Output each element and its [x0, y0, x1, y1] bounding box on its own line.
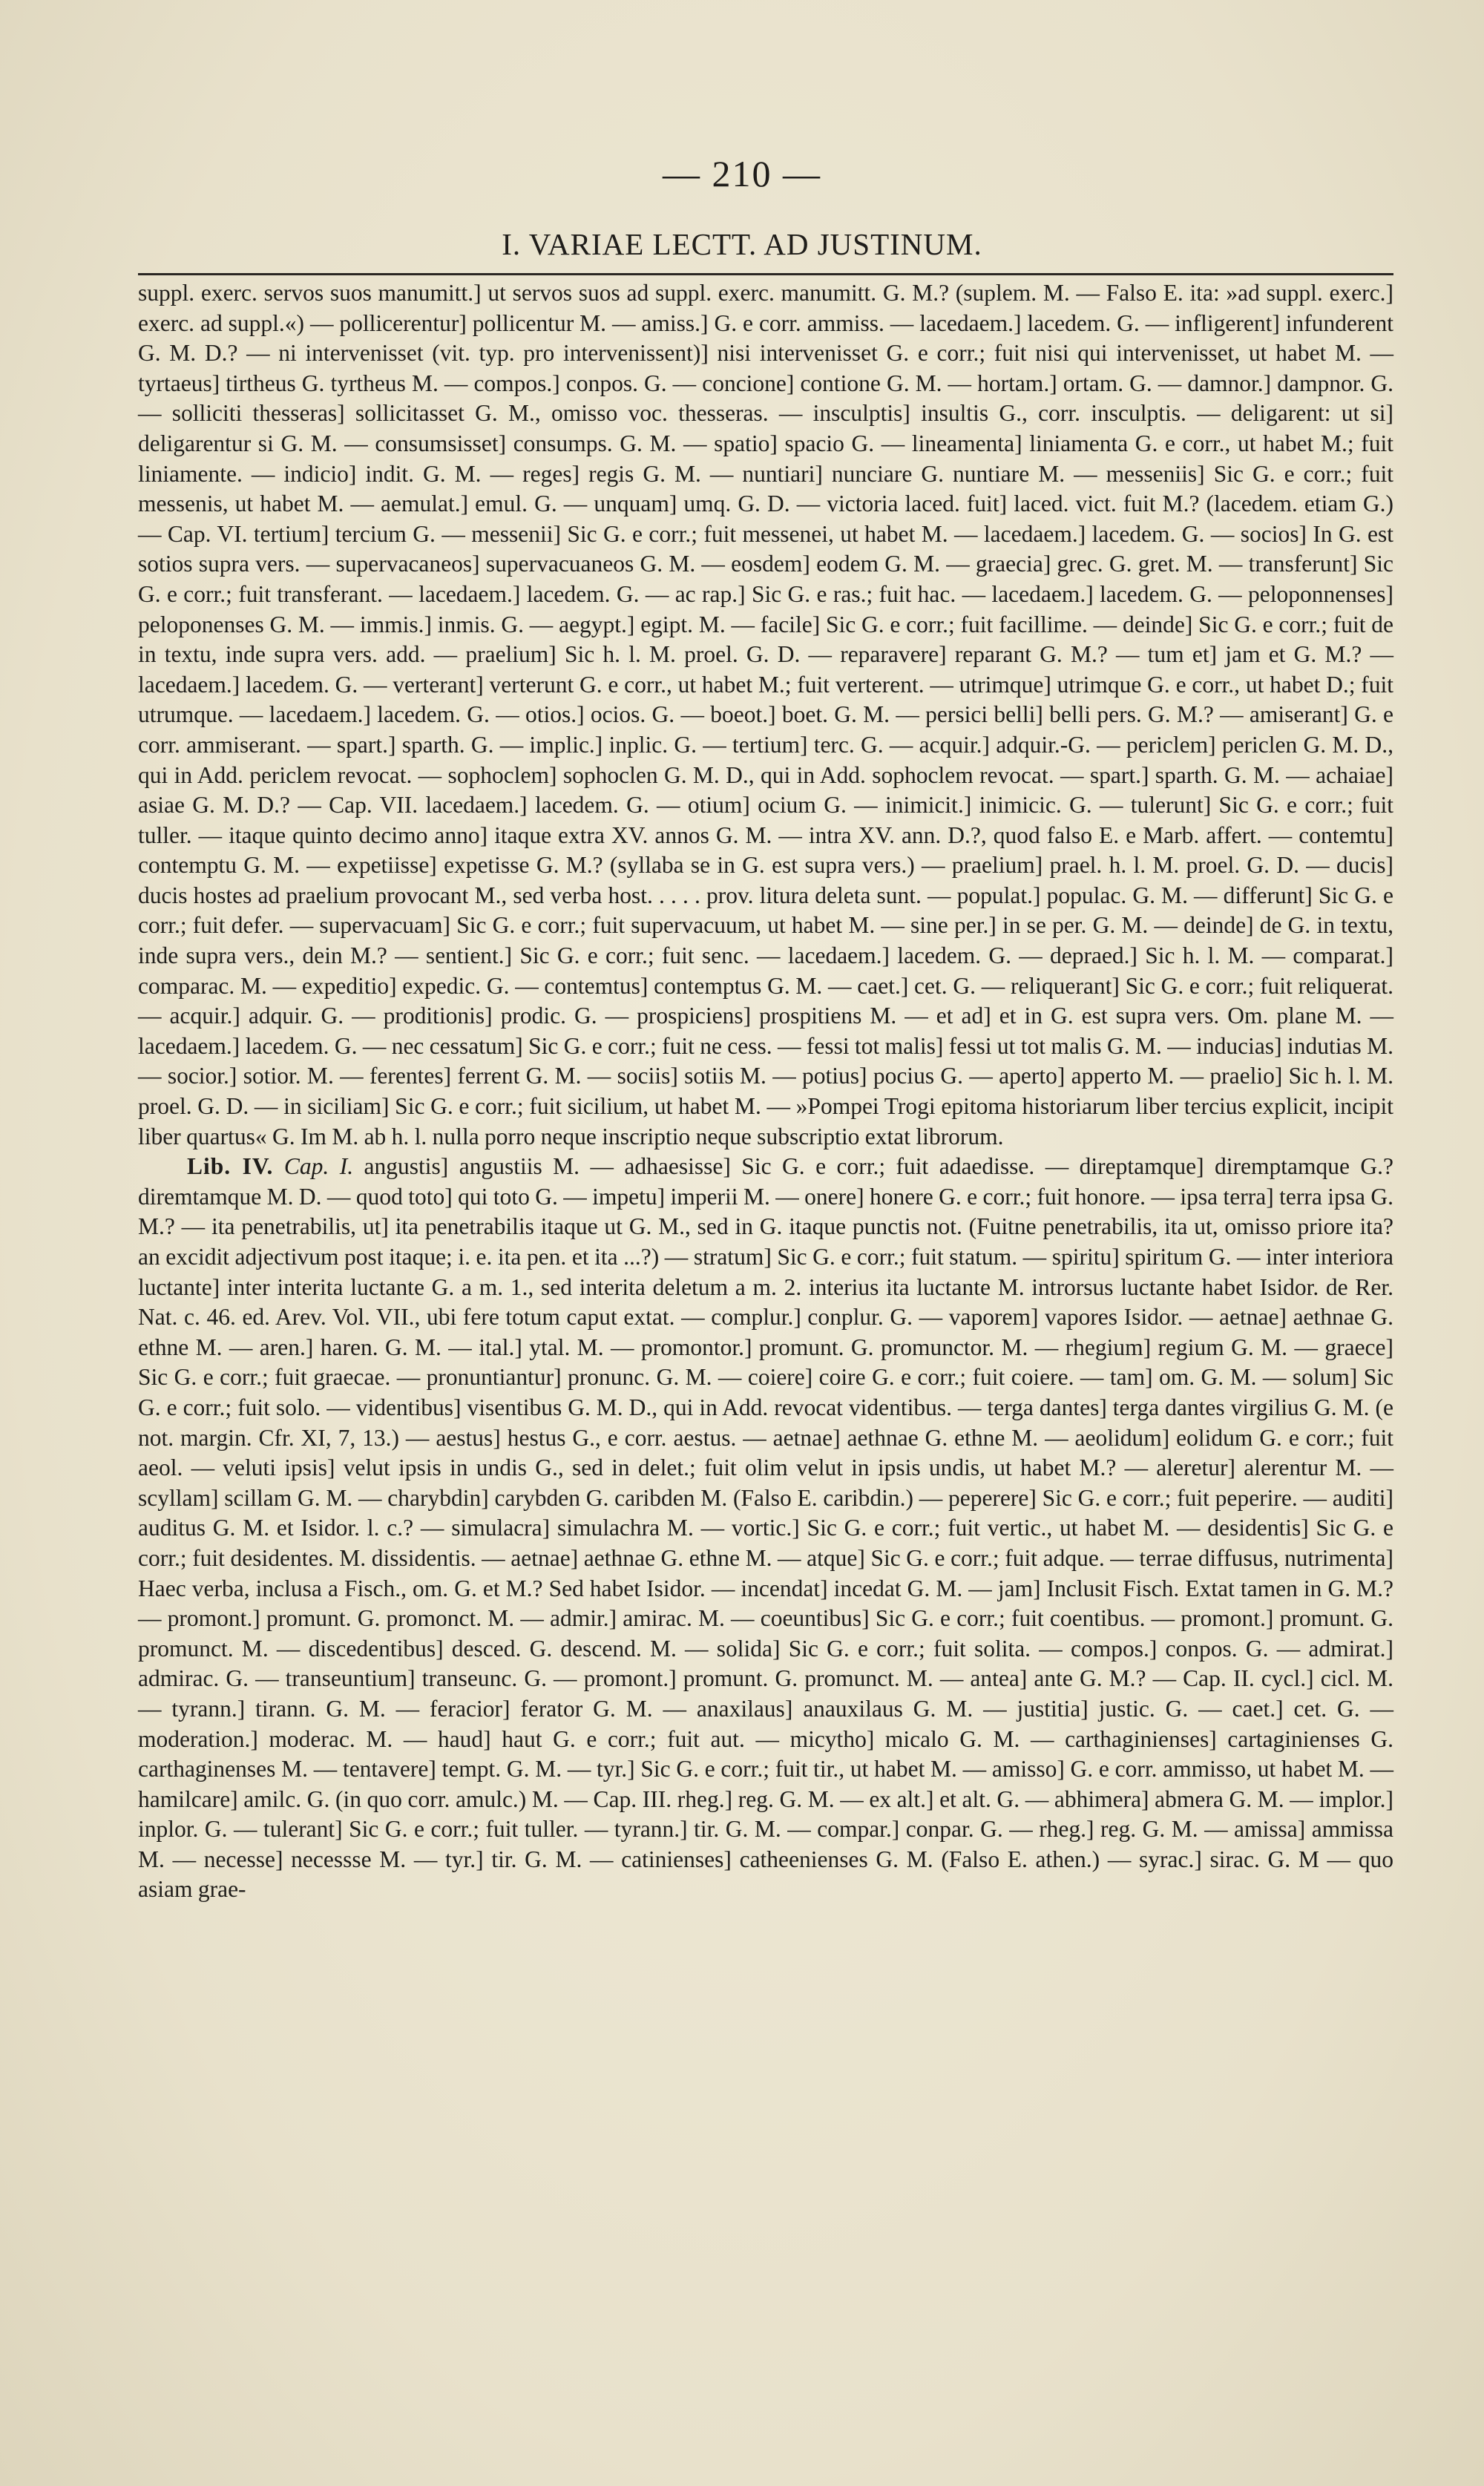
chapter-label: Cap. I.: [283, 1153, 354, 1180]
critical-apparatus: [138, 278, 1393, 1905]
header-rule: [138, 273, 1393, 275]
apparatus-text: angustis] angustiis M. — adhaesisse] Sic G. e corr.; fuit adaedisse. — direptamque] diremptamque G.? diremtamque M. D. — quod toto] qui toto G. — impetu] imperii M. — onere] honere G. e corr.; fuit honore. — ipsa terra] terra ipsa G. M.? — ita penetrabilis, ut] ita penetrabilis itaque ut G. M., sed in G. itaque punctis not. (Fuitne penetrabilis, ita ut, omisso priore ita? an excidit adjectivum post itaque; i. e. ita pen. et ita ...?) — stratum] Sic G. e corr.; fuit statum. — spiritu] spiritum G. — inter interiora luctante] inter interita luctante G. a m. 1., sed interita deletum a m. 2. interius ita luctante M. introrsus luctante habet Isidor. de Rer. Nat. c. 46. ed. Arev. Vol. VII., ubi fere totum caput extat. — complur.] conplur. G. — vaporem] vapores Isidor. — aetnae] aethnae G. ethne M. — aren.] haren. G. M. — ital.] ytal. M. — promontor.] promunt. G. promunctor. M. — rhegium] regium G. M. — graece] Sic G. e corr.; fuit graecae. — pronuntiantur] pronunc. G. M. — coiere] coire G. e corr.; fuit coiere. — tam] om. G. M. — solum] Sic G. e corr.; fuit solo. — videntibus] visentibus G. M. D., qui in Add. revocat videntibus. — terga dantes] terga dantes virgilius G. M. (e not. margin. Cfr. XI, 7, 13.) — aestus] hestus G., e corr. aestus. — aetnae] aethnae G. ethne M. — aeolidum] eolidum G. e corr.; fuit aeol. — veluti ipsis] velut ipsis in undis G., sed in delet.; fuit olim velut in ipsis undis, ut habet M.? — aleretur] alerentur M. — scyllam] scillam G. M. — charybdin] carybden G. caribden M. (Falso E. caribdin.) — peperere] Sic G. e corr.; fuit peperire. — auditi] auditus G. M. et Isidor. l. c.? — simulacra] simulachra M. — vortic.] Sic G. e corr.; fuit vertic., ut habet M. — desidentis] Sic G. e corr.; fuit desidentes. M. dissidentis. — aetnae] aethnae G. ethne M. — atque] Sic G. e corr.; fuit adque. — terrae diffusus, nutrimenta] Haec verba, inclusa a Fisch., om. G. et M.? Sed habet Isidor. — incendat] incedat G. M. — jam] Inclusit Fisch. Extat tamen in G. M.? — promont.] promunt. G. promonct. M. — admir.] amirac. M. — coeuntibus] Sic G. e corr.; fuit coentibus. — promont.] promunt. G. promunct. M. — discedentibus] desced. G. descend. M. — solida] Sic G. e corr.; fuit solita. — compos.] conpos. G. — admirat.] admirac. G. — transeuntium] transeunc. G. — promont.] promunt. G. promunct. M. — antea] ante G. M.? — Cap. II. cycl.] cicl. M. — tyrann.] tirann. G. M. — feracior] ferator G. M. — anaxilaus] anauxilaus G. M. — justitia] justic. G. — caet.] cet. G. — moderation.] moderac. M. — haud] haut G. e corr.; fuit aut. — micytho] micalo G. M. — carthaginienses] cartaginienses G. carthaginenses M. — tentavere] tempt. G. M. — tyr.] Sic G. e corr.; fuit tir., ut habet M. — amisso] G. e corr. ammisso, ut habet M. — hamilcare] amilc. G. (in quo corr. amulc.) M. — Cap. III. rheg.] reg. G. M. — ex alt.] et alt. G. — abhimera] abmera G. M. — implor.] inplor. G. — tulerant] Sic G. e corr.; fuit tuller. — tyrann.] tir. G. M. — compar.] conpar. G. — rheg.] reg. G. M. — amissa] ammissa M. — necesse] necessse M. — tyr.] tir. G. M. — catinienses] catheenienses G. M. (Falso E. athen.) — syrac.] sirac. G. M — quo asiam grae-: [138, 1153, 1394, 1903]
apparatus-paragraph-book-3: suppl. exerc. servos suos manumitt.] ut servos suos ad suppl. exerc. manumitt. G. M.? (suplem. M. — Falso E. ita: »ad suppl. exerc.] exerc. ad suppl.«) — pollicerentur] pollicentur M. — amiss.] G. e corr. ammiss. — lacedaem.] lacedem. G. — infligerent] infunderent G. M. D.? — ni intervenisset (vit. typ. pro intervenissent)] nisi intervenisset G. e corr.; fuit nisi qui intervenisset, ut habet M. — tyrtaeus] tirtheus G. tyrtheus M. — compos.] conpos. G. — concione] contione G. M. — hortam.] ortam. G. — damnor.] dampnor. G. — solliciti thesseras] sollicitasset G. M., omisso voc. thesseras. — insculptis] insultis G., corr. insculptis. — deligarent: ut si] deligarentur si G. M. — consumsisset] consumps. G. M. — spatio] spacio G. — lineamenta] liniamenta G. e corr., ut habet M.; fuit liniamente. — indicio] indit. G. M. — reges] regis G. M. — nuntiari] nunciare G. nuntiare M. — messeniis] Sic G. e corr.; fuit messenis, ut habet M. — aemulat.] emul. G. — unquam] umq. G. D. — victoria laced. fuit] laced. vict. fuit M.? (lacedem. etiam G.) — Cap. VI. tertium] tercium G. — messenii] Sic G. e corr.; fuit messenei, ut habet M. — lacedaem.] lacedem. G. — socios] In G. est sotios supra vers. — supervacaneos] supervacuanеos G. M. — eosdem] eodem G. M. — graecia] grec. G. gret. M. — transferunt] Sic G. e corr.; fuit transferant. — lacedaem.] lacedem. G. — ac rap.] Sic G. e ras.; fuit hac. — lacedaem.] lacedem. G. — peloponnenses] peloponenses G. M. — immis.] inmis. G. — aegypt.] egipt. M. — facile] Sic G. e corr.; fuit facillime. — deinde] Sic G. e corr.; fuit de in textu, inde supra vers. add. — praelium] Sic h. l. M. proel. G. D. — reparavere] reparant G. M.? — tum et] jam et G. M.? — lacedaem.] lacedem. G. — verterant] verterunt G. e corr., ut habet M.; fuit verterent. — utrimque] utrimque G. e corr., ut habet D.; fuit utrumque. — lacedaem.] lacedem. G. — otios.] ocios. G. — boeot.] boet. G. M. — persici belli] belli pers. G. M.? — amiserant] G. e corr. ammiserant. — spart.] sparth. G. — implic.] inplic. G. — tertium] terc. G. — acquir.] adquir.-G. — periclem] periclen G. M. D., qui in Add. periclem revocat. — sophoclem] sophoclen G. M. D., qui in Add. sophoclem revocat. — spart.] sparth. G. M. — achaiae] asiae G. M. D.? — Cap. VII. lacedaem.] lacedem. G. — otium] ocium G. — inimicit.] inimicic. G. — tulerunt] Sic G. e corr.; fuit tuller. — itaque quinto decimo anno] itaque extra XV. annos G. M. — intra XV. ann. D.?, quod falso E. e Marb. affert. — contemtu] contemptu G. M. — expetiisse] expetisse G. M.? (syllaba se in G. est supra vers.) — praelium] prael. h. l. M. proel. G. D. — ducis] ducis hostes ad praelium provocant M., sed verba host. . . . . prov. litura deleta sunt. — populat.] populac. G. M. — differunt] Sic G. e corr.; fuit defer. — supervacuam] Sic G. e corr.; fuit supervacuum, ut habet M. — sine per.] in se per. G. M. — deinde] de G. in textu, inde supra vers., dein M.? — sentient.] Sic G. e corr.; fuit senc. — lacedaem.] lacedem. G. — depraed.] Sic h. l. M. — comparat.] comparac. M. — expeditio] expedic. G. — contemtus] contemptus G. M. — caet.] cet. G. — reliquerant] Sic G. e corr.; fuit reliquerat. — acquir.] adquir. G. — proditionis] prodic. G. — prospiciens] prospitiens M. — et ad] et in G. est supra vers. Om. plane M. — lacedaem.] lacedem. G. — nec cessatum] Sic G. e corr.; fuit ne cess. — fessi tot malis] fessi ut tot malis G. M. — inducias] indutias M. — socior.] sotior. M. — ferentes] ferrent G. M. — sociis] sotiis M. — potius] pocius G. — aperto] apperto M. — praelio] Sic h. l. M. proel. G. D. — in siciliam] Sic G. e corr.; fuit sicilium, ut habet M. — »Pompei Trogi epitoma historiarum liber tercius explicit, incipit liber quartus« G. Im M. ab h. l. nulla porro neque inscriptio neque subscriptio extat librorum.: [138, 280, 1393, 1149]
apparatus-paragraph-book-4: [138, 1152, 1393, 1905]
book-label: Lib. IV.: [187, 1153, 274, 1180]
running-head: I. VARIAE LECTT. AD JUSTINUM.: [502, 227, 982, 261]
page-number: — 210 —: [663, 153, 821, 194]
